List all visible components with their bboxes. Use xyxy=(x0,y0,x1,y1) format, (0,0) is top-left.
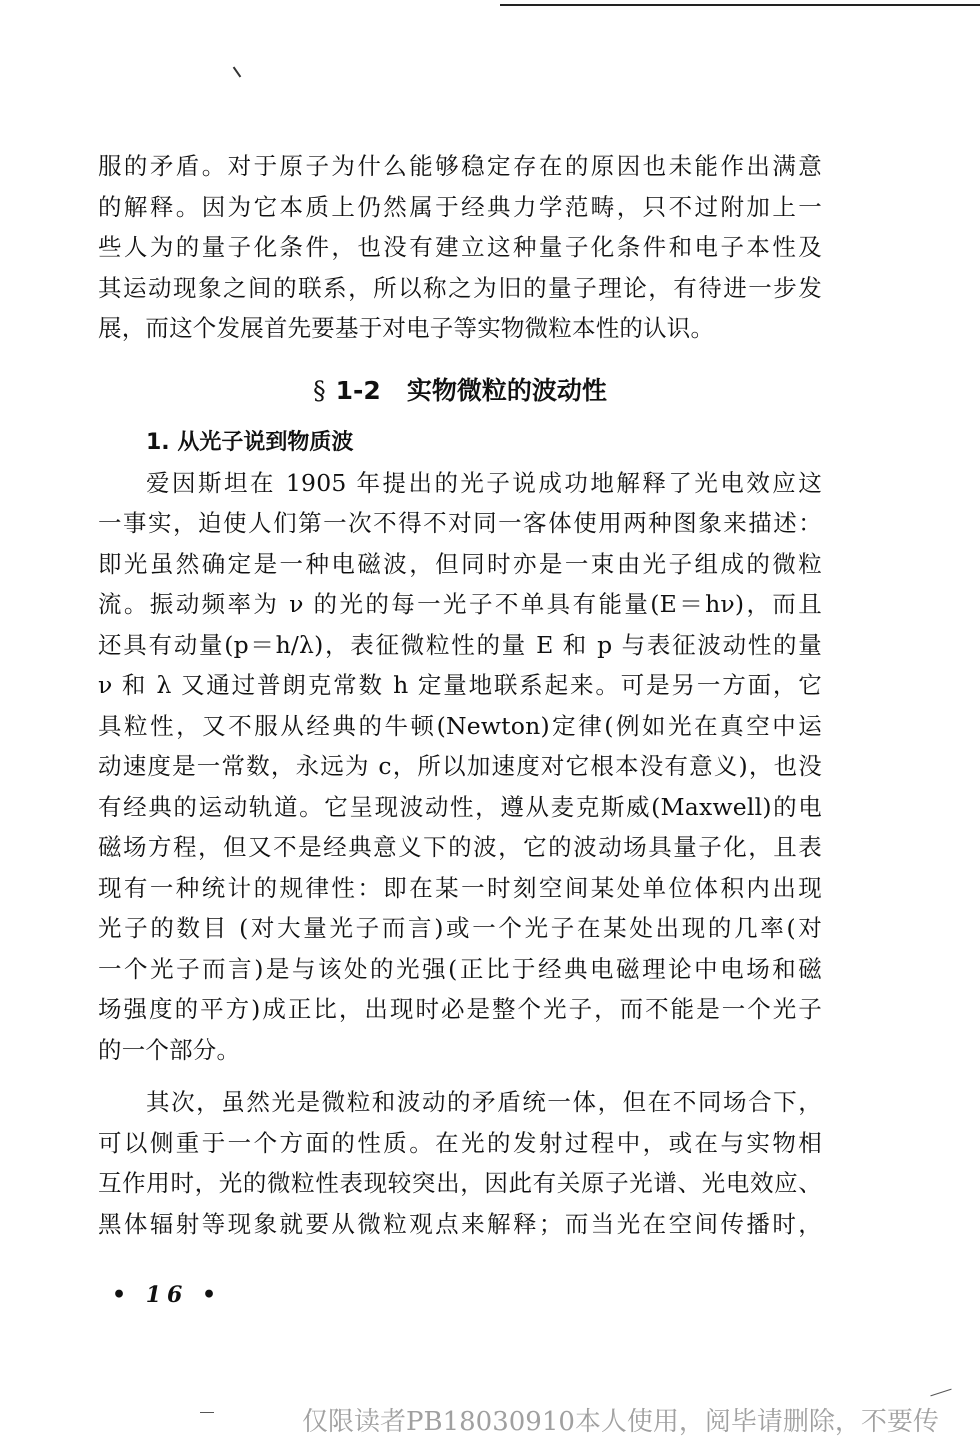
text-line: ν 和 λ 又通过普朗克常数 h 定量地联系起来。可是另一方面，它 xyxy=(98,671,822,699)
text-line: 即光虽然确定是一种电磁波，但同时亦是一束由光子组成的微粒 xyxy=(98,549,822,578)
text-line: 一个光子而言)是与该处的光强(正比于经典电磁理论中电场和磁 xyxy=(98,954,822,983)
text-line: 光子的数目 (对大量光子而言)或一个光子在某处出现的几率(对 xyxy=(98,914,822,942)
section-number: 1-2 xyxy=(335,375,381,405)
scan-artifact-mark xyxy=(930,1389,951,1397)
text-line: 展，而这个发展首先要基于对电子等实物微粒本性的认识。 xyxy=(98,314,715,342)
paragraph-photon-theory xyxy=(98,463,822,1071)
text-line: 其运动现象之间的联系，所以称之为旧的量子理论，有待进一步发 xyxy=(98,273,822,302)
paragraph-light-duality xyxy=(98,1082,822,1244)
text-line: 服的矛盾。对于原子为什么能够稳定存在的原因也未能作出满意 xyxy=(98,152,822,180)
section-heading xyxy=(98,371,822,411)
text-line: 些人为的量子化条件，也没有建立这种量子化条件和电子本性及 xyxy=(98,233,822,261)
intro-paragraph xyxy=(98,146,822,349)
section-title: 实物微粒的波动性 xyxy=(406,375,607,405)
text-line: 一事实，迫使人们第一次不得不对同一客体使用两种图象来描述： xyxy=(98,509,822,537)
text-line: 现有一种统计的规律性：即在某一时刻空间某处单位体积内出现 xyxy=(98,873,822,902)
text-line: 有经典的运动轨道。它呈现波动性，遵从麦克斯威(Maxwell)的电 xyxy=(98,792,822,821)
section-symbol: § xyxy=(313,375,326,405)
text-line: 的解释。因为它本质上仍然属于经典力学范畴，只不过附加上一 xyxy=(98,192,822,221)
text-line: 其次，虽然光是微粒和波动的矛盾统一体，但在不同场合下， xyxy=(146,1088,822,1116)
text-line: 磁场方程，但又不是经典意义下的波，它的波动场具量子化，且表 xyxy=(98,833,822,861)
text-line: 场强度的平方)成正比，出现时必是整个光子，而不能是一个光子 xyxy=(98,995,822,1023)
text-line: 的一个部分。 xyxy=(98,1035,241,1064)
subsection-heading: 1. 从光子说到物质波 xyxy=(146,429,354,455)
paragraph-spacer xyxy=(98,1070,822,1082)
text-line: 爱因斯坦在 1905 年提出的光子说成功地解释了光电效应这 xyxy=(146,468,822,497)
text-line: 可以侧重于一个方面的性质。在光的发射过程中，或在与实物相 xyxy=(98,1128,822,1157)
scan-artifact-mark xyxy=(200,1412,214,1413)
text-line: 互作用时，光的微粒性表现较突出，因此有关原子光谱、光电效应、 xyxy=(98,1169,822,1197)
page-number: • 16 • xyxy=(112,1282,223,1308)
reader-watermark: 仅限读者PB18030910本人使用，阅毕请删除，不要传 xyxy=(302,1407,939,1437)
text-line: 流。振动频率为 ν 的光的每一光子不单具有能量(E＝hν)，而且 xyxy=(98,590,822,618)
text-line: 还具有动量(p＝h/λ)，表征微粒性的量 E 和 p 与表征波动性的量 xyxy=(98,630,822,659)
top-border-line xyxy=(500,4,980,6)
text-line: 具粒性，又不服从经典的牛顿(Newton)定律(例如光在真空中运 xyxy=(98,711,822,740)
scan-artifact-mark xyxy=(233,67,242,78)
text-line: 动速度是一常数，永远为 c，所以加速度对它根本没有意义)，也没 xyxy=(98,752,822,780)
book-page-body xyxy=(98,146,822,1244)
text-line: 黑体辐射等现象就要从微粒观点来解释；而当光在空间传播时， xyxy=(98,1209,822,1238)
